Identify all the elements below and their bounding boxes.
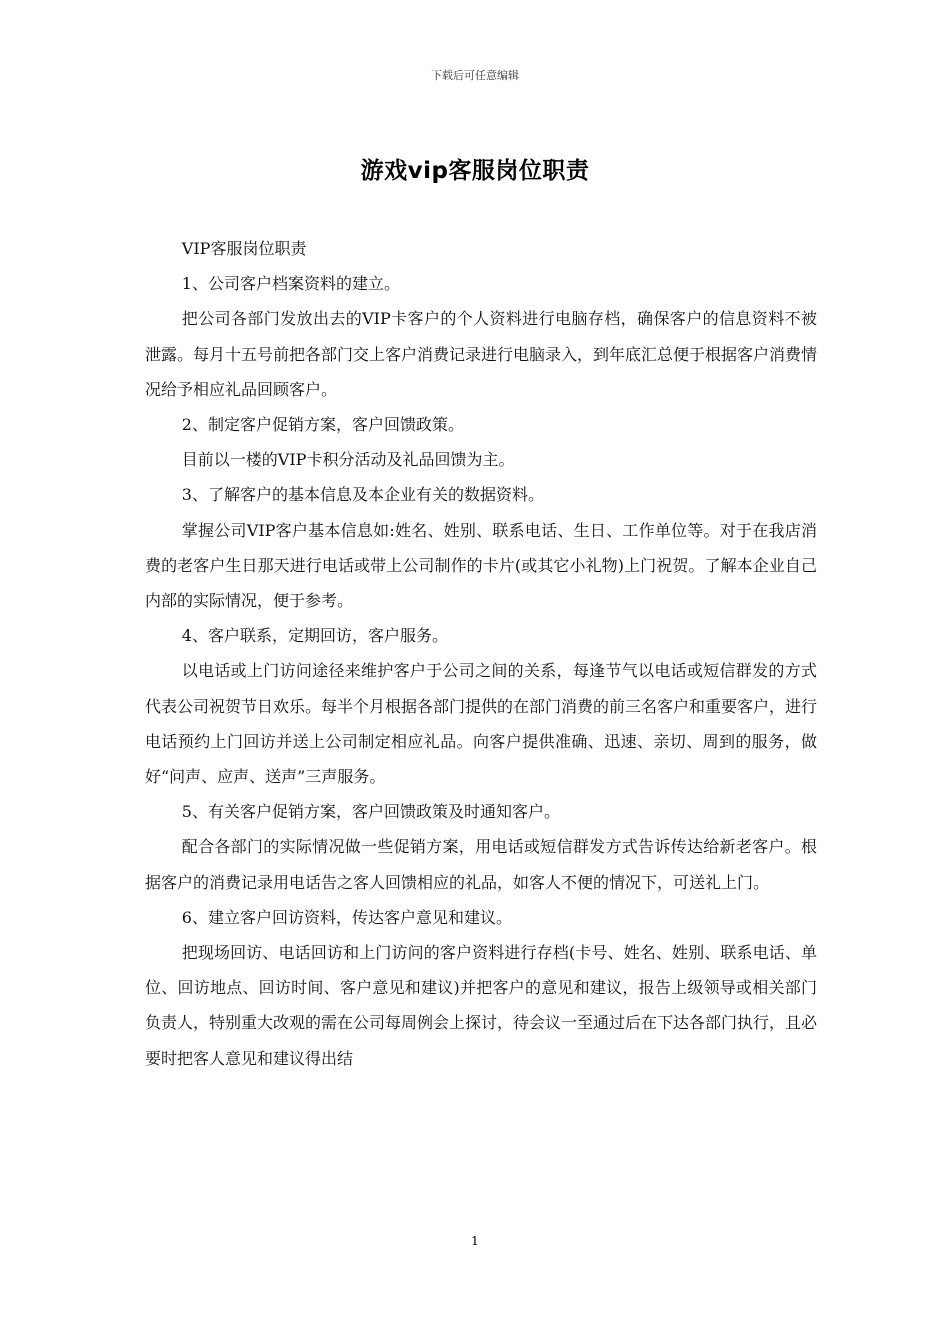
body-paragraph: 把现场回访、电话回访和上门访问的客户资料进行存档(卡号、姓名、姓别、联系电话、单位、回访地点、回访时间、客户意见和建议)并把客户的意见和建议，报告上级领导或相关部门负责人，特别重大改观的需在公司每周例会上探讨，待会议一至通过后在下达各部门执行，且必要时把客人意见和建议得出结 <box>145 943 818 1068</box>
body-paragraph: 掌握公司VIP客户基本信息如:姓名、姓别、联系电话、生日、工作单位等。对于在我店消费的老客户生日那天进行电话或带上公司制作的卡片(或其它小礼物)上门祝贺。了解本企业自己内部的实际情况，便于参考。 <box>145 520 817 611</box>
duty-item-heading: 2、制定客户促销方案，客户回馈政策。 <box>181 415 464 435</box>
page-number: 1 <box>471 1234 479 1248</box>
duty-item-heading: 4、客户联系，定期回访，客户服务。 <box>181 626 448 646</box>
duty-item-heading: 1、公司客户档案资料的建立。 <box>181 274 400 294</box>
document-body <box>145 231 817 1076</box>
body-paragraph: 把公司各部门发放出去的VIP卡客户的个人资料进行电脑存档，确保客户的信息资料不被泄露。每月十五号前把各部门交上客户消费记录进行电脑录入，到年底汇总便于根据客户消费情况给予相应礼品回顾客户。 <box>145 309 818 399</box>
duty-item-heading: 3、了解客户的基本信息及本企业有关的数据资料。 <box>181 485 544 505</box>
section-heading: VIP客服岗位职责 <box>181 239 307 258</box>
header-note: 下载后可任意编辑 <box>431 69 519 82</box>
body-paragraph: 配合各部门的实际情况做一些促销方案，用电话或短信群发方式告诉传达给新老客户。根据客户的消费记录用电话告之客人回馈相应的礼品，如客人不便的情况下，可送礼上门。 <box>145 837 817 892</box>
body-paragraph: 目前以一楼的VIP卡积分活动及礼品回馈为主。 <box>181 450 515 470</box>
duty-item-heading: 5、有关客户促销方案，客户回馈政策及时通知客户。 <box>181 802 560 822</box>
duty-item-heading: 6、建立客户回访资料，传达客户意见和建议。 <box>181 907 512 927</box>
document-title: 游戏vip客服岗位职责 <box>360 158 590 184</box>
body-paragraph: 以电话或上门访问途径来维护客户于公司之间的关系，每逢节气以电话或短信群发的方式代表公司祝贺节日欢乐。每半个月根据各部门提供的在部门消费的前三名客户和重要客户，进行电话预约上门回访并送上公司制定相应礼品。向客户提供准确、迅速、亲切、周到的服务，做好“问声、应声、送声”三声服务。 <box>145 661 818 787</box>
